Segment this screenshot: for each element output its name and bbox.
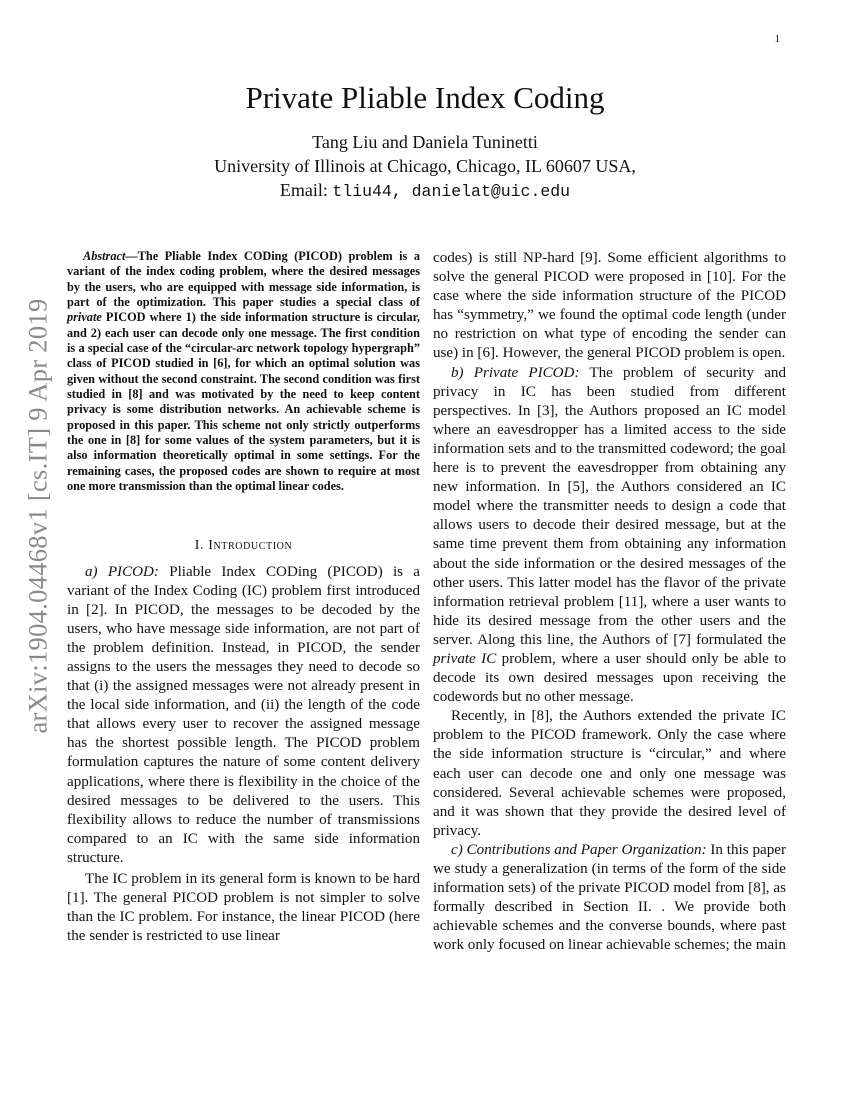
abstract-label: Abstract xyxy=(83,249,126,263)
email-addresses: tliu44, danielat@uic.edu xyxy=(332,182,571,201)
email-label: Email: xyxy=(279,180,328,200)
abstract-text: —The Pliable Index CODing (PICOD) problem is a variant of the index coding problem, where the desired messages by the users, who are equipped with message side information, is part of the optimization. This paper studies a special class of xyxy=(67,249,420,310)
paragraph-text-private-picod: The problem of security and privacy in IC has been studied from different perspectives. In [3], the Authors proposed an IC model where an eavesdropper has a limited access to the side information sets and to the transmitted codeword; the goal here is to prevent the eavesdropper from obtaining any new information. In [5], the Authors considered an IC model where the transmitter needs to design a code that allows users to decode their desired message, but at the same time prevent them from obtaining any information about the side information or the desired messages of the other users. This latter model has the flavor of the private information retrieval problem [11], where a user wants to hide its desired message from the other users and the server. Along this line, the Authors of [7] formulated the xyxy=(433,364,787,648)
author-email xyxy=(0,178,850,204)
paragraph-heading-private-picod: b) Private PICOD: xyxy=(451,364,580,381)
paragraph-ic-general-continued: codes) is still NP-hard [9]. Some efficient algorithms to solve the general PICOD were proposed in [10]. For the case where the side information structure of the PICOD has “symmetry,” we found the optimal code length (under no restriction on what type of encoding the sender can use) in [6]. However, the general PICOD problem is open. xyxy=(433,250,786,362)
paragraph-ic-general: The IC problem in its general form is known to be hard [1]. The general PICOD problem is not simpler to solve than the IC problem. For instance, the linear PICOD (here the sender is restricted to use linear xyxy=(67,871,420,945)
author-block xyxy=(0,130,850,204)
paragraph-contributions xyxy=(433,841,786,956)
author-names: Tang Liu and Daniela Tuninetti xyxy=(312,132,538,152)
paragraph-text-picod: Pliable Index CODing (PICOD) is a variant of the Index Coding (IC) problem first introduced in [2]. In PICOD, the messages to be decoded by the users, who have message side information, are not part of the problem definition. Instead, in PICOD, the sender assigns to the users the messages they need to decode so that (i) the assigned messages were not already present in the local side information, and (ii) the length of the code that allows every user to recover the assigned message has the shortest possible length. The PICOD problem formulation captures the nature of some content delivery applications, where there is flexibility in the choice of the desired messages to be delivered to the users. This flexibility allows to reduce the number of transmissions compared to an IC with the same side information structure. xyxy=(67,563,420,866)
abstract xyxy=(67,249,420,495)
paper-title: Private Pliable Index Coding xyxy=(245,80,605,115)
paragraph-heading-picod: a) PICOD: xyxy=(85,563,159,580)
left-column xyxy=(67,249,420,946)
paragraph-picod xyxy=(67,563,420,869)
page-number: 1 xyxy=(774,33,780,45)
paragraph-heading-contributions: c) Contributions and Paper Organization: xyxy=(451,841,707,858)
paragraph-recently: Recently, in [8], the Authors extended the private IC problem to the PICOD framework. Only the case where the side information structure is “circular,” and where each user can decode one and only one message was considered. Several achievable schemes were proposed, and it was shown that they provide the desired level of privacy. xyxy=(433,708,786,839)
abstract-text-continued: PICOD where 1) the side information structure is circular, and 2) each user can decode only one message. The first condition is a special case of the “circular-arc network topology hypergraph” class of PICOD studied in [6], for which an optimal solution was given without the second constraint. The second condition was first studied in [8] and was motivated by the need to keep content privacy is some distribution networks. An achievable scheme is proposed in this paper. This scheme not only strictly outperforms the one in [8] for some values of the system parameters, but it is also information theoretically optimal in some settings. For the remaining cases, the proposed codes are shown to require at most one more transmission than the optimal linear codes. xyxy=(67,310,420,494)
paragraph-text-private-picod-end: problem, where a user should only be able to decode its own desired messages upon receiving the codewords but no other message. xyxy=(433,650,786,706)
paragraph-private-picod xyxy=(433,364,786,708)
abstract-italic-word: private xyxy=(67,310,102,325)
section-number: I. xyxy=(194,537,205,553)
paragraph-italic-private-ic: private IC xyxy=(433,650,497,667)
section-heading-introduction xyxy=(67,538,420,554)
arxiv-identifier-stamp: arXiv:1904.04468v1 [cs.IT] 9 Apr 2019 xyxy=(22,298,53,734)
section-title: Introduction xyxy=(208,537,293,553)
paragraph-text-contributions: In this paper we study a generalization (in terms of the form of the side information sets) of the private PICOD model from [8], as formally described in Section II. . We provide both achievable schemes and the converse bounds, where past work only focused on linear achievable schemes; the main xyxy=(433,841,786,954)
author-affiliation: University of Illinois at Chicago, Chicago, IL 60607 USA, xyxy=(214,156,636,176)
right-column xyxy=(433,249,786,955)
